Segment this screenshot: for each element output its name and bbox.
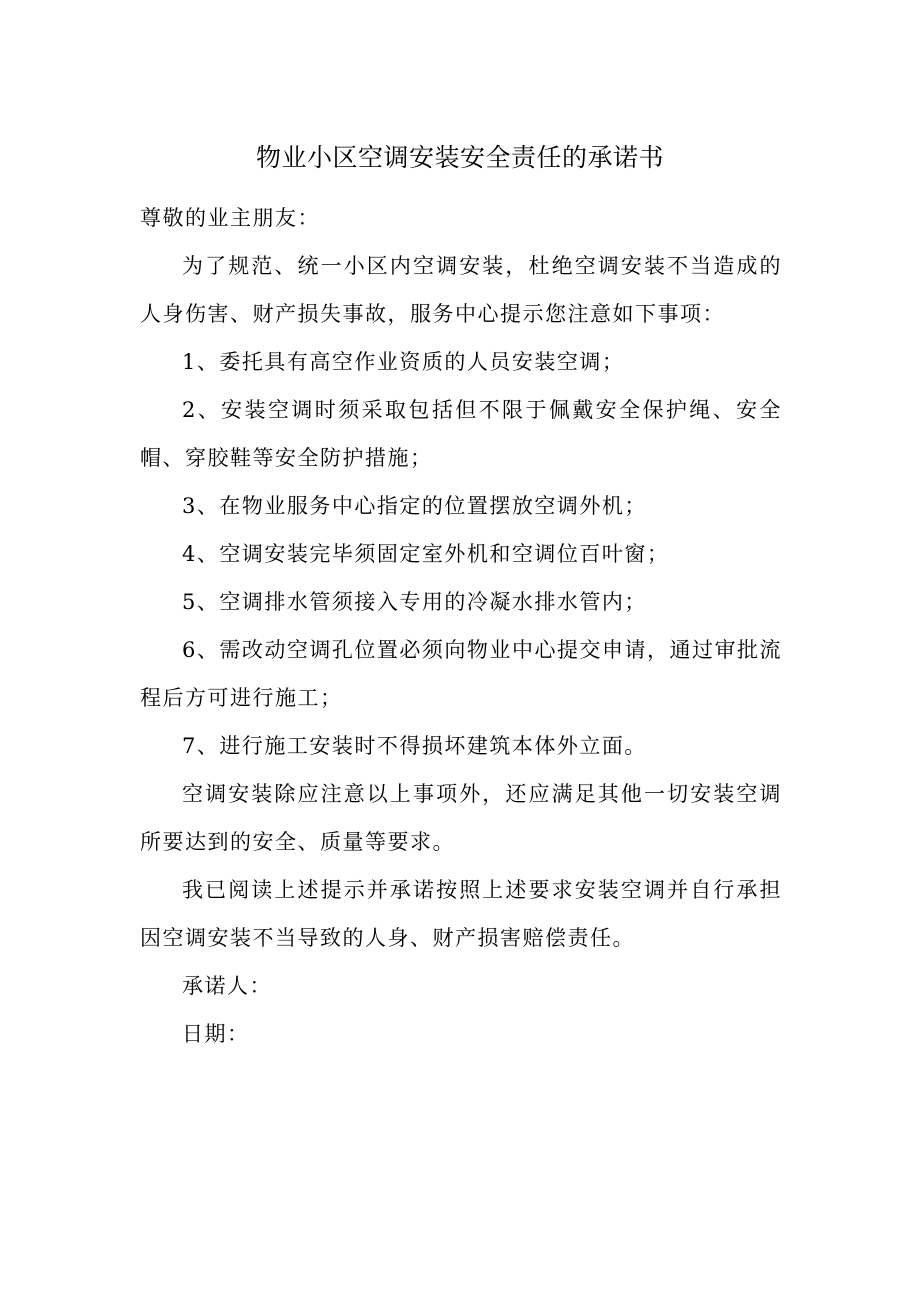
- date-label: 日期：: [182, 1022, 250, 1046]
- item-6: 6、需改动空调孔位置必须向物业中心提交申请，通过审批流程后方可进行施工；: [140, 638, 782, 710]
- item-5: 5、空调排水管须接入专用的冷凝水排水管内；: [182, 590, 647, 614]
- additional-requirements-paragraph: 空调安装除应注意以上事项外，还应满足其他一切安装空调所要达到的安全、质量等要求。: [140, 782, 782, 854]
- item-4: 4、空调安装完毕须固定室外机和空调位百叶窗；: [182, 542, 670, 566]
- signer-label: 承诺人：: [182, 974, 272, 998]
- item-1: 1、委托具有高空作业资质的人员安装空调；: [182, 350, 625, 374]
- item-3: 3、在物业服务中心指定的位置摆放空调外机；: [182, 494, 647, 518]
- item-2: 2、安装空调时须采取包括但不限于佩戴安全保护绳、安全帽、穿胶鞋等安全防护措施；: [140, 398, 782, 470]
- greeting: 尊敬的业主朋友：: [140, 206, 320, 230]
- intro-paragraph: 为了规范、统一小区内空调安装，杜绝空调安装不当造成的人身伤害、财产损失事故，服务中心提示您注意如下事项：: [140, 254, 782, 326]
- document-title: 物业小区空调安装安全责任的承诺书: [255, 143, 664, 172]
- pledge-paragraph: 我已阅读上述提示并承诺按照上述要求安装空调并自行承担因空调安装不当导致的人身、财产损害赔偿责任。: [140, 878, 782, 950]
- item-7: 7、进行施工安装时不得损坏建筑本体外立面。: [182, 734, 647, 758]
- document-body: [140, 194, 782, 1058]
